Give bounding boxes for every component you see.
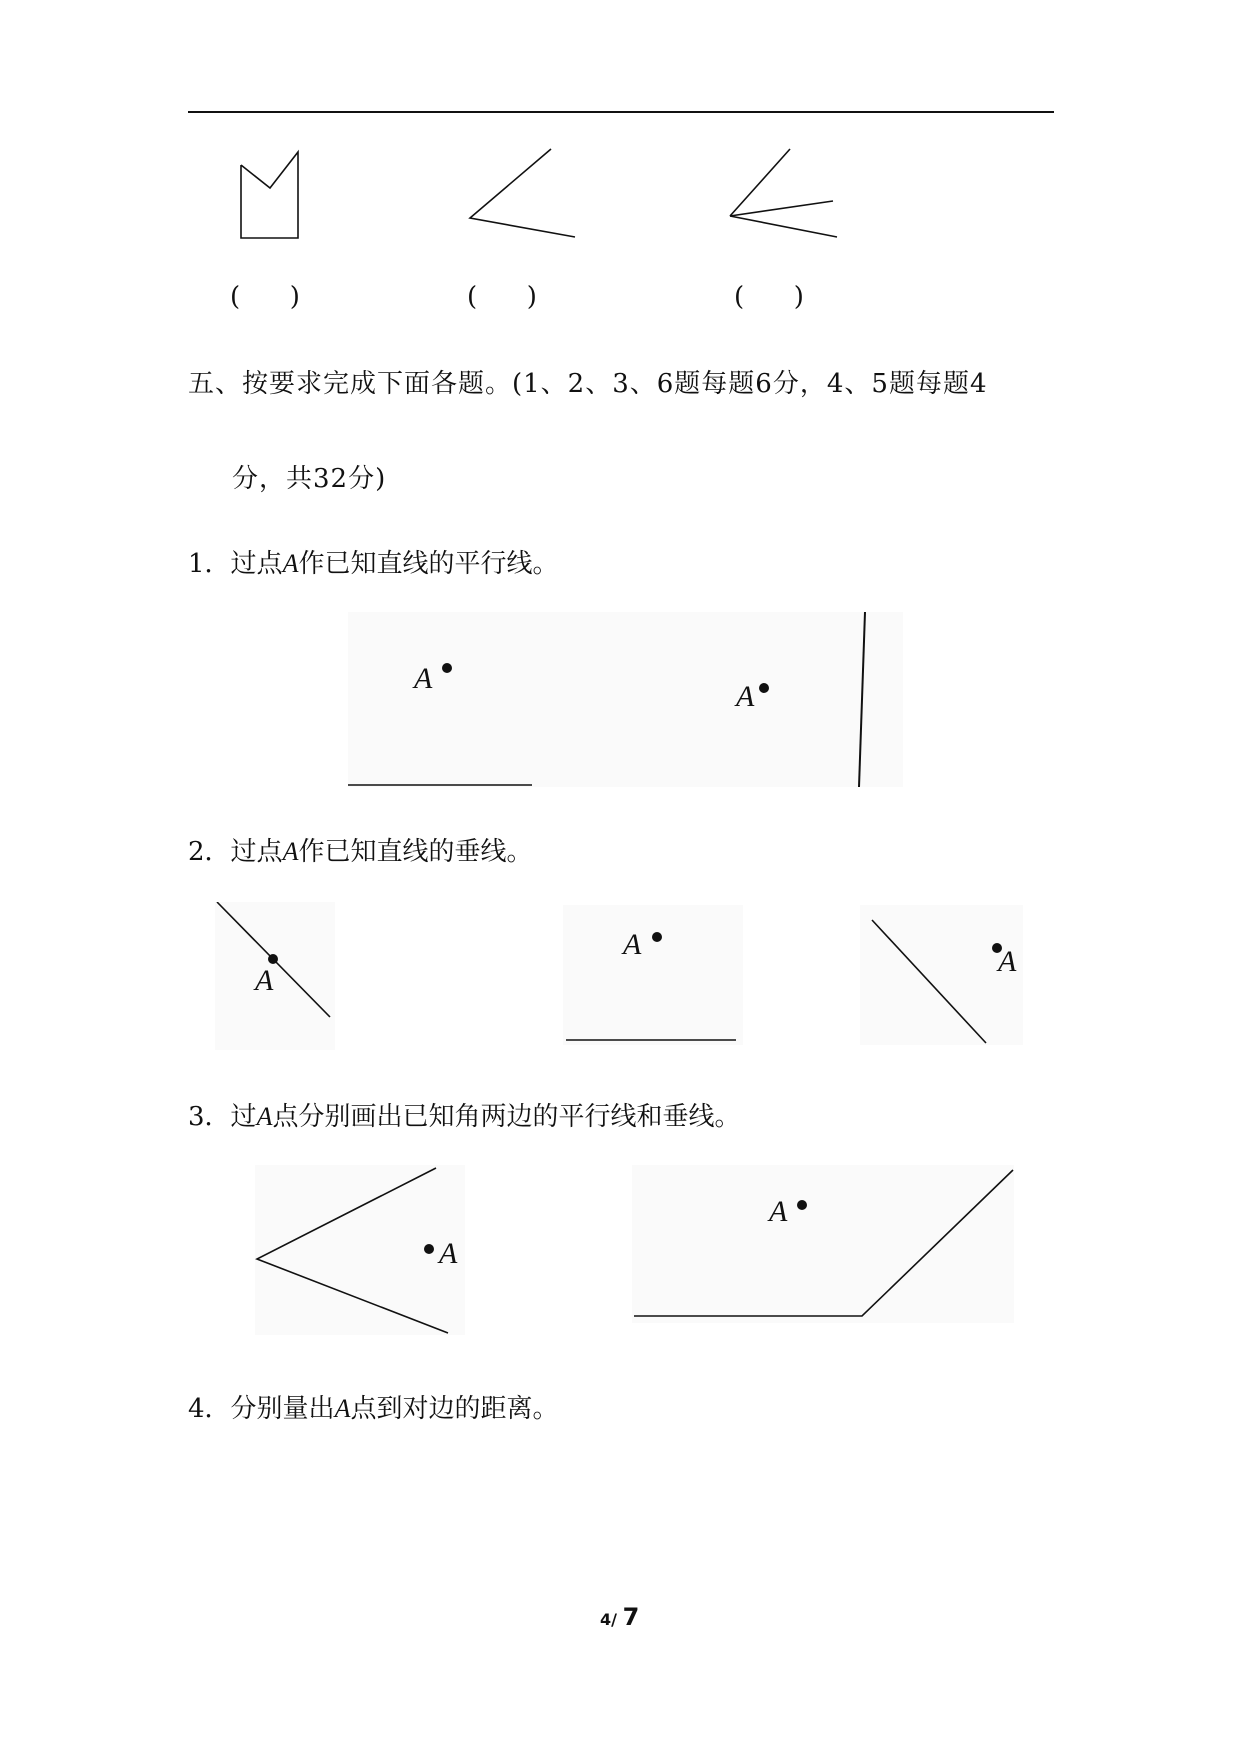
question-number: 3．: [188, 1102, 231, 1132]
question-4: 4．分别量出A点到对边的距离。: [188, 1394, 559, 1424]
question-2: 2．过点A作已知直线的垂线。: [188, 837, 533, 867]
point-label-a: A: [623, 928, 642, 961]
point-label-a: A: [769, 1195, 788, 1228]
q2-figure-panel-3: [860, 905, 1023, 1045]
q2-figure-panel-1: [215, 902, 335, 1050]
page-total: 7: [622, 1603, 640, 1631]
point-label-a: A: [736, 680, 755, 713]
page-number: [600, 1603, 639, 1631]
q2-figure-panel-2: [563, 905, 743, 1045]
question-3: 3．过A点分别画出已知角两边的平行线和垂线。: [188, 1102, 741, 1132]
question-1: 1．过点A作已知直线的平行线。: [188, 549, 559, 579]
figure-pentagon-notch: [235, 148, 305, 243]
answer-paren-2[interactable]: ( ): [467, 282, 537, 312]
q3-figure-panel-2: [632, 1165, 1014, 1323]
figure-angle: [465, 145, 585, 245]
answer-paren-1[interactable]: ( ): [230, 282, 300, 312]
point-label-a: A: [998, 945, 1017, 978]
question-number: 4．: [188, 1394, 231, 1424]
question-number: 1．: [188, 549, 231, 579]
q3-figure-panel-1: [255, 1165, 465, 1335]
point-label-a: A: [439, 1237, 458, 1270]
figure-three-rays: [725, 145, 845, 245]
section5-heading-line2: 分，共32分): [232, 464, 387, 494]
page-current: 4: [600, 1610, 612, 1629]
point-label-a: A: [255, 964, 274, 997]
answer-paren-3[interactable]: ( ): [734, 282, 804, 312]
q1-figure-panel: [348, 612, 903, 787]
page-separator: /: [611, 1610, 617, 1629]
question-number: 2．: [188, 837, 231, 867]
section5-heading-line1: 五、按要求完成下面各题。(1、2、3、6题每题6分，4、5题每题4: [188, 369, 988, 399]
point-label-a: A: [414, 662, 433, 695]
header-rule: [188, 111, 1054, 113]
